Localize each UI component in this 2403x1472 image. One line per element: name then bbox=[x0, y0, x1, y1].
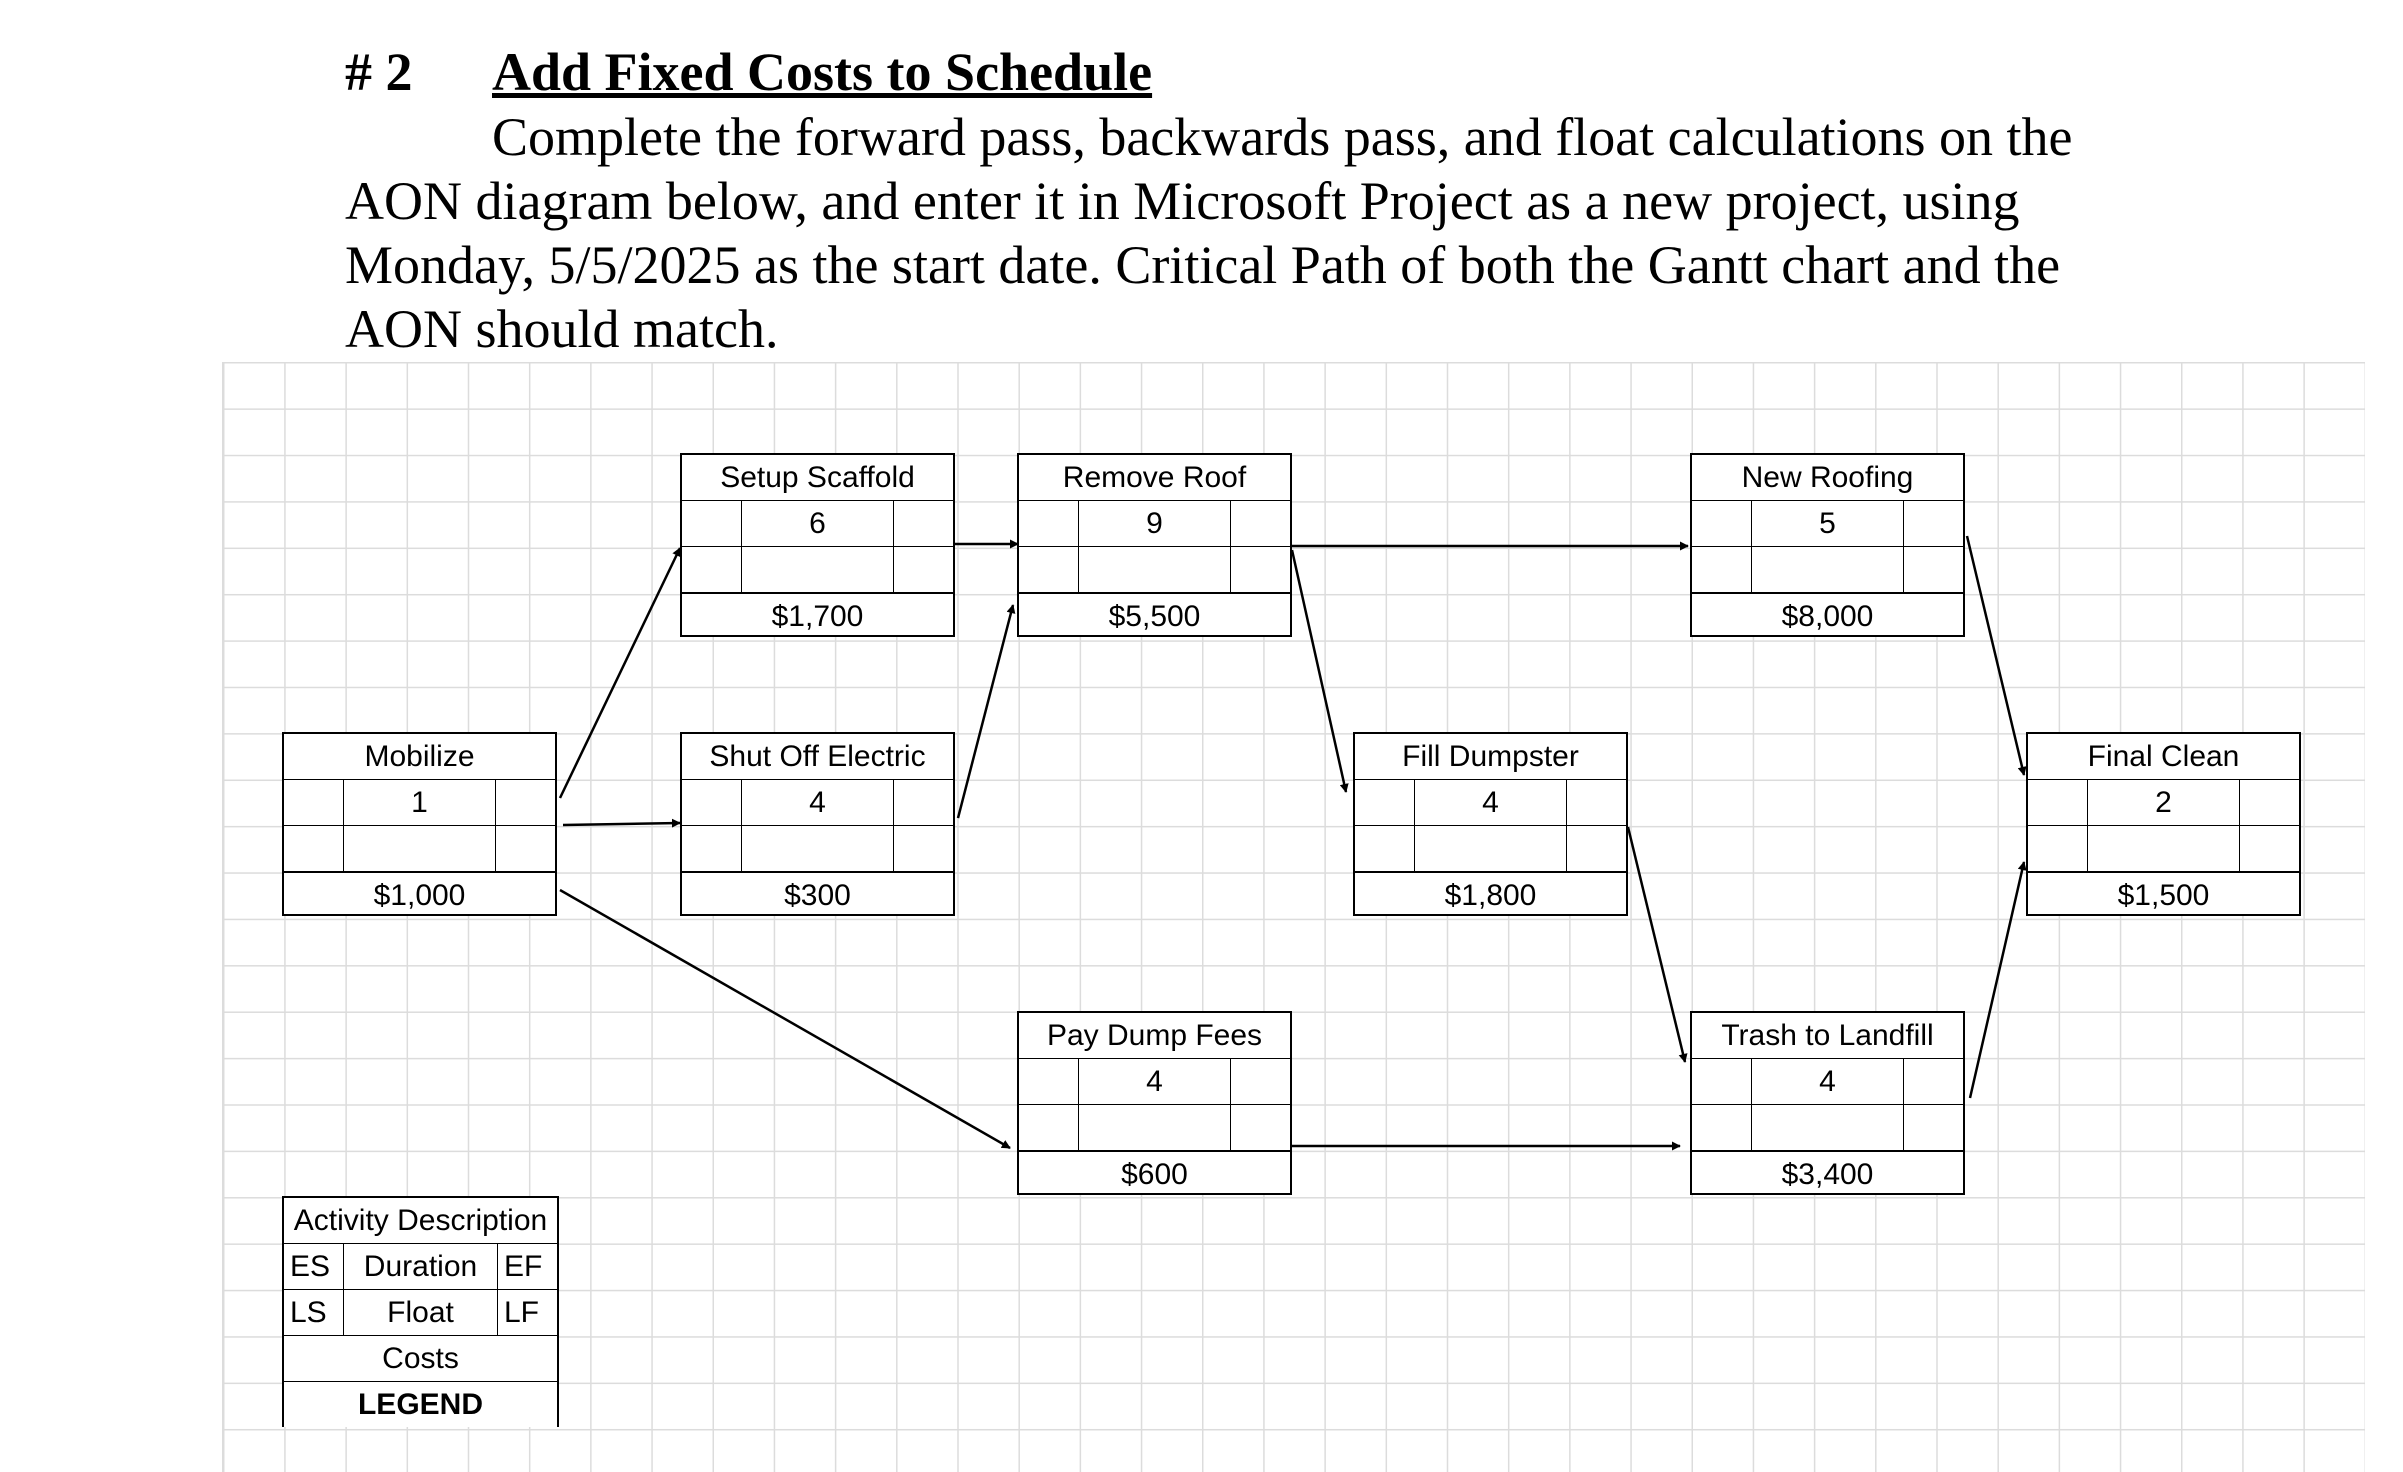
node-cost: $1,000 bbox=[284, 872, 555, 918]
ef-cell bbox=[1230, 1059, 1290, 1104]
node-cost: $300 bbox=[682, 872, 953, 918]
arrow-trash-to-landfill-final-clean bbox=[1970, 862, 2024, 1098]
legend-float: Float bbox=[387, 1295, 454, 1329]
ef-cell bbox=[2239, 780, 2299, 825]
es-cell bbox=[1019, 1059, 1079, 1104]
node-shut-off-electric bbox=[680, 732, 955, 916]
lf-cell bbox=[1230, 1105, 1290, 1151]
ls-cell bbox=[2028, 826, 2088, 872]
node-duration: 4 bbox=[809, 785, 826, 819]
node-name: Mobilize bbox=[284, 734, 555, 780]
node-name: Setup Scaffold bbox=[682, 455, 953, 501]
ls-cell bbox=[1355, 826, 1415, 872]
node-duration: 4 bbox=[1146, 1064, 1163, 1098]
es-cell bbox=[1692, 1059, 1752, 1104]
node-cost: $600 bbox=[1019, 1151, 1290, 1197]
es-cell bbox=[1692, 501, 1752, 546]
legend bbox=[282, 1196, 559, 1427]
es-cell bbox=[1019, 501, 1079, 546]
node-name: Trash to Landfill bbox=[1692, 1013, 1963, 1059]
node-remove-roof bbox=[1017, 453, 1292, 637]
ls-cell bbox=[682, 547, 742, 593]
node-duration: 9 bbox=[1146, 506, 1163, 540]
node-fill-dumpster bbox=[1353, 732, 1628, 916]
legend-costs: Costs bbox=[284, 1336, 557, 1382]
ef-cell bbox=[1566, 780, 1626, 825]
float-cell bbox=[742, 826, 893, 872]
node-new-roofing bbox=[1690, 453, 1965, 637]
arrow-mobilize-pay-dump-fees bbox=[560, 890, 1010, 1148]
node-duration: 6 bbox=[809, 506, 826, 540]
arrow-new-roofing-final-clean bbox=[1967, 536, 2024, 775]
node-final-clean bbox=[2026, 732, 2301, 916]
node-duration: 4 bbox=[1482, 785, 1499, 819]
node-name: Fill Dumpster bbox=[1355, 734, 1626, 780]
es-cell bbox=[682, 501, 742, 546]
node-cost: $1,500 bbox=[2028, 872, 2299, 918]
lf-cell bbox=[893, 547, 953, 593]
node-cost: $1,700 bbox=[682, 593, 953, 639]
node-cost: $1,800 bbox=[1355, 872, 1626, 918]
node-name: Pay Dump Fees bbox=[1019, 1013, 1290, 1059]
es-cell bbox=[682, 780, 742, 825]
arrow-remove-roof-fill-dumpster bbox=[1292, 550, 1346, 792]
node-name: Shut Off Electric bbox=[682, 734, 953, 780]
node-cost: $5,500 bbox=[1019, 593, 1290, 639]
ls-cell bbox=[1692, 547, 1752, 593]
float-cell bbox=[1079, 1105, 1230, 1151]
float-cell bbox=[1079, 547, 1230, 593]
lf-cell bbox=[1230, 547, 1290, 593]
legend-es: ES bbox=[284, 1244, 344, 1289]
lf-cell bbox=[495, 826, 555, 872]
float-cell bbox=[344, 826, 495, 872]
ef-cell bbox=[1230, 501, 1290, 546]
instructions-text: Complete the forward pass, backwards pass, and float calculations on the AON diagram below, and enter it in Microsoft Project as a new project, using Monday, 5/5/2025 as the start date. Critical Path of both the Gantt chart and the AON should match. bbox=[345, 107, 2073, 359]
ef-cell bbox=[893, 501, 953, 546]
lf-cell bbox=[2239, 826, 2299, 872]
ef-cell bbox=[893, 780, 953, 825]
ls-cell bbox=[284, 826, 344, 872]
es-cell bbox=[2028, 780, 2088, 825]
lf-cell bbox=[893, 826, 953, 872]
arrow-shut-off-electric-remove-roof bbox=[958, 605, 1013, 818]
float-cell bbox=[2088, 826, 2239, 872]
ls-cell bbox=[682, 826, 742, 872]
es-cell bbox=[284, 780, 344, 825]
legend-ls: LS bbox=[284, 1290, 344, 1335]
node-name: New Roofing bbox=[1692, 455, 1963, 501]
arrow-fill-dumpster-trash-to-landfill bbox=[1628, 827, 1685, 1062]
arrow-mobilize-setup-scaffold bbox=[560, 548, 680, 798]
node-pay-dump-fees bbox=[1017, 1011, 1292, 1195]
heading-number: # 2 bbox=[345, 42, 413, 102]
float-cell bbox=[1752, 547, 1903, 593]
node-cost: $8,000 bbox=[1692, 593, 1963, 639]
legend-label: LEGEND bbox=[357, 1388, 483, 1421]
node-duration: 5 bbox=[1819, 506, 1836, 540]
lf-cell bbox=[1903, 547, 1963, 593]
node-mobilize bbox=[282, 732, 557, 916]
es-cell bbox=[1355, 780, 1415, 825]
node-name: Final Clean bbox=[2028, 734, 2299, 780]
ls-cell bbox=[1692, 1105, 1752, 1151]
ls-cell bbox=[1019, 547, 1079, 593]
node-name: Remove Roof bbox=[1019, 455, 1290, 501]
float-cell bbox=[1752, 1105, 1903, 1151]
legend-duration: Duration bbox=[363, 1249, 478, 1283]
lf-cell bbox=[1566, 826, 1626, 872]
legend-lf: LF bbox=[497, 1290, 557, 1335]
ef-cell bbox=[1903, 1059, 1963, 1104]
node-duration: 2 bbox=[2155, 785, 2172, 819]
lf-cell bbox=[1903, 1105, 1963, 1151]
node-duration: 1 bbox=[411, 785, 428, 819]
node-cost: $3,400 bbox=[1692, 1151, 1963, 1197]
node-trash-to-landfill bbox=[1690, 1011, 1965, 1195]
node-setup-scaffold bbox=[680, 453, 955, 637]
float-cell bbox=[1415, 826, 1566, 872]
node-duration: 4 bbox=[1819, 1064, 1836, 1098]
arrow-mobilize-shut-off-electric bbox=[563, 823, 680, 825]
ef-cell bbox=[1903, 501, 1963, 546]
legend-description: Activity Description bbox=[284, 1198, 557, 1244]
heading-title: Add Fixed Costs to Schedule bbox=[492, 42, 1153, 102]
float-cell bbox=[742, 547, 893, 593]
legend-ef: EF bbox=[497, 1244, 557, 1289]
ef-cell bbox=[495, 780, 555, 825]
ls-cell bbox=[1019, 1105, 1079, 1151]
